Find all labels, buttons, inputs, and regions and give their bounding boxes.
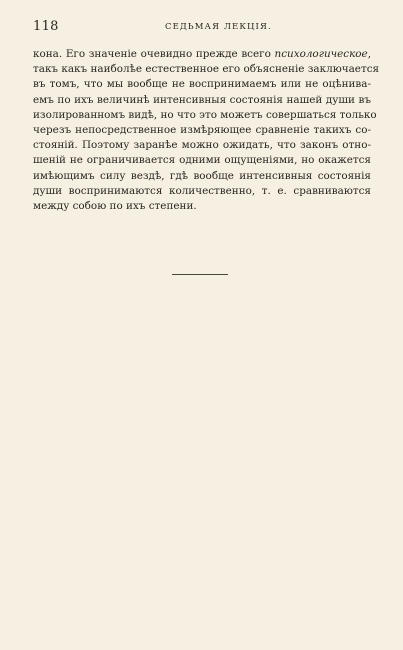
text-line: между собою по ихъ степени. bbox=[33, 200, 197, 213]
text-line: такъ какъ наиболѣе естественное его объясненіе заключается bbox=[33, 63, 380, 76]
text-fragment: кона. Его значеніе очевидно прежде всего bbox=[33, 48, 275, 60]
text-line: шеній не ограничивается одними ощущеніями, но окажется bbox=[33, 154, 371, 167]
text-line: души воспринимаются количественно, т. е. сравниваются bbox=[33, 184, 371, 197]
text-fragment: , bbox=[367, 48, 371, 60]
text-line: имѣющимъ силу вездѣ, гдѣ вообще интенсивныя состоянія bbox=[33, 169, 371, 182]
text-line bbox=[33, 47, 371, 62]
text-line: изолированномъ видѣ, но что это можетъ совершаться только bbox=[33, 108, 377, 121]
body-paragraph bbox=[33, 47, 380, 214]
text-line: стояній. Поэтому заранѣе можно ожидать, что законъ отно- bbox=[33, 139, 371, 152]
text-line: черезъ непосредственное измѣряющее сравненіе такихъ со- bbox=[33, 124, 371, 137]
text-line: емъ по ихъ величинѣ интенсивныя состоянія нашей души въ bbox=[33, 93, 371, 106]
page-number: 118 bbox=[33, 19, 59, 34]
italic-term: психологическое bbox=[274, 48, 368, 60]
text-line: въ томъ, что мы вообще не воспринимаемъ или не оцѣнива- bbox=[33, 78, 371, 91]
section-divider bbox=[172, 274, 228, 275]
running-head: СЕДЬМАЯ ЛЕКЦІЯ. bbox=[165, 22, 272, 32]
